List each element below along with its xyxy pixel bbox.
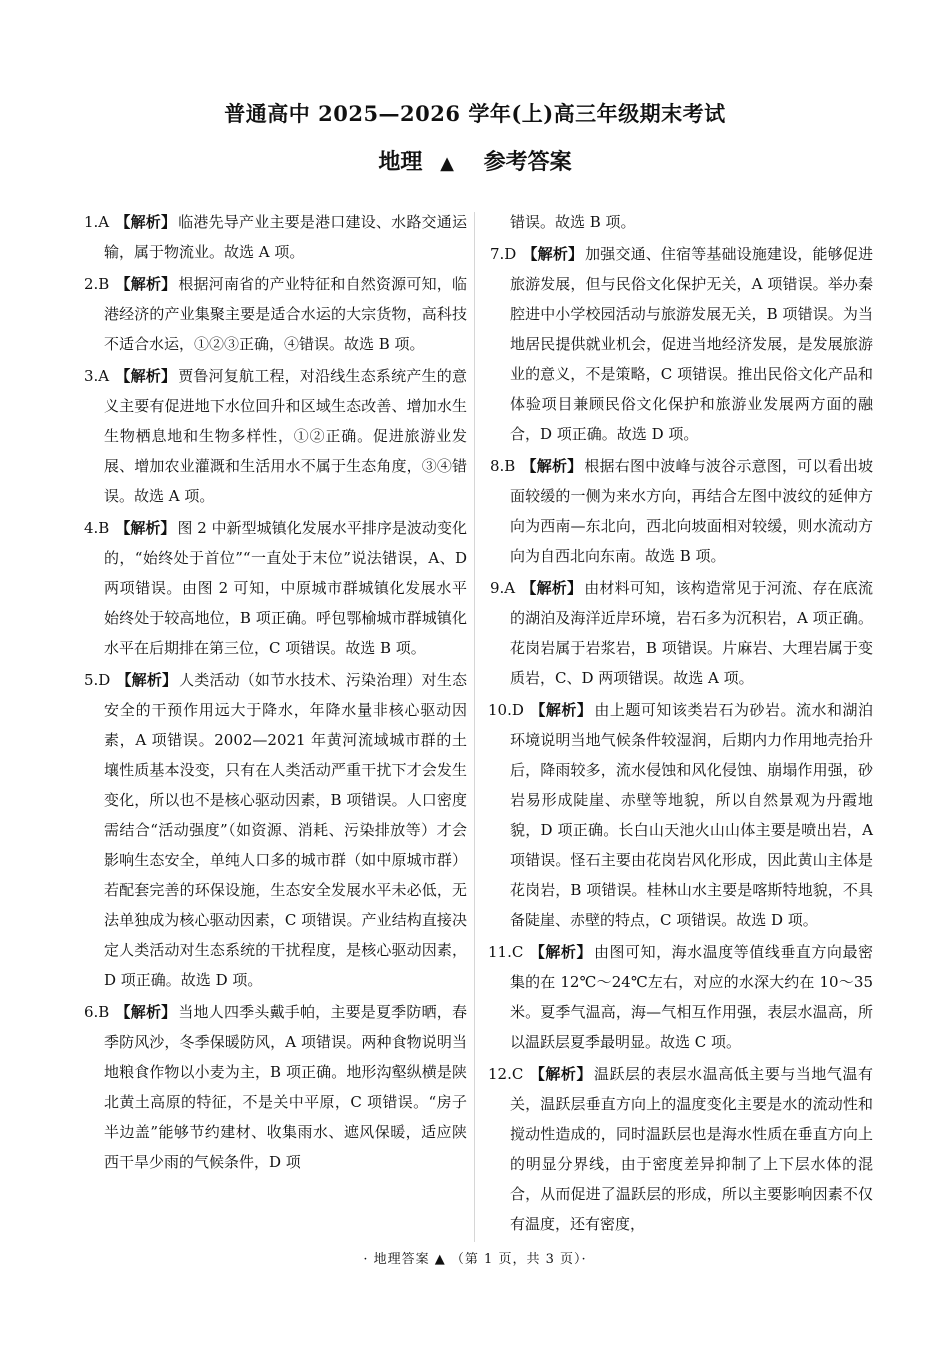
analysis-tag: 【解析】 <box>521 579 583 597</box>
answer-number: 10.D <box>488 701 524 719</box>
answer-number: 3.A <box>84 367 110 385</box>
answer-text: 临港先导产业主要是港口建设、水路交通运输，属于物流业。故选 A 项。 <box>104 213 467 261</box>
page-footer: · 地理答案 ▲ （第 1 页，共 3 页）· <box>363 1252 587 1267</box>
answer-number: 1.A <box>84 213 110 231</box>
answer-item-4 <box>84 513 467 663</box>
answer-item-10 <box>490 695 873 935</box>
answer-text: 当地人四季头戴手帕，主要是夏季防晒，春季防风沙，冬季保暖防风，A 项错误。两种食物说明当地粮食作物以小麦为主，B 项正确。地形沟壑纵横是陕北黄土高原的特征，不是关中平原，C 项错误。“房子半边盖”能够节约建材、收集雨水、遮风保暖，适应陕西干旱少雨的气候条件，D 项 <box>104 1003 467 1171</box>
answer-text: 由上题可知该类岩石为砂岩。流水和湖泊环境说明当地气候条件较湿润，后期内力作用地壳抬升后，降雨较多，流水侵蚀和风化侵蚀、崩塌作用强，砂岩易形成陡崖、赤壁等地貌，所以自然景观为丹霞地貌，D 项正确。长白山天池火山山体主要是喷出岩，A 项错误。怪石主要由花岗岩风化形成，因此黄山主体是花岗岩，B 项错误。桂林山水主要是喀斯特地貌，不具备陡崖、赤壁的特点，C 项错误。故选 D 项。 <box>510 701 873 929</box>
left-column <box>84 207 467 1179</box>
answer-6-continuation: 错误。故选 B 项。 <box>510 213 636 231</box>
answer-number: 12.C <box>488 1065 524 1083</box>
answer-number: 4.B <box>84 519 110 537</box>
exam-title: 普通高中 2025—2026 学年(上)高三年级期末考试 <box>224 101 726 126</box>
answer-item-2 <box>84 269 467 359</box>
answer-text: 图 2 中新型城镇化发展水平排序是波动变化的，“始终处于首位”“一直处于末位”说法错误，A、D 两项错误。由图 2 可知，中原城市群城镇化发展水平始终处于较高地位，B 项正确。呼包鄂榆城市群城镇化水平在后期排在第三位，C 项错误。故选 B 项。 <box>104 519 467 657</box>
answer-item-6 <box>84 997 467 1177</box>
analysis-tag: 【解析】 <box>529 701 593 719</box>
analysis-tag: 【解析】 <box>522 245 584 263</box>
analysis-tag: 【解析】 <box>116 671 178 689</box>
analysis-tag: 【解析】 <box>115 519 176 537</box>
analysis-tag: 【解析】 <box>529 943 592 961</box>
answer-number: 11.C <box>488 943 524 961</box>
answer-text: 由图可知，海水温度等值线垂直方向最密集的在 12℃～24℃左右，对应的水深大约在 10～35 米。夏季气温高，海—气相互作用强，表层水温高，所以温跃层夏季最明显。故选 C 项。 <box>510 943 873 1051</box>
answer-number: 9.A <box>490 579 516 597</box>
answer-item-12 <box>490 1059 873 1239</box>
answer-key-label: 参考答案 <box>483 149 572 175</box>
subject-label: 地理 <box>378 149 423 175</box>
answer-item-11 <box>490 937 873 1057</box>
analysis-tag: 【解析】 <box>115 1003 177 1021</box>
answer-text: 温跃层的表层水温高低主要与当地气温有关，温跃层垂直方向上的温度变化主要是水的流动性和搅动性造成的，同时温跃层也是海水性质在垂直方向上的明显分界线，由于密度差异抑制了上下层水体的混合，从而促进了温跃层的形成，所以主要影响因素不仅有温度，还有密度， <box>510 1065 873 1233</box>
right-column <box>490 207 873 1241</box>
analysis-tag: 【解析】 <box>115 367 177 385</box>
answer-text: 根据河南省的产业特征和自然资源可知，临港经济的产业集聚主要是适合水运的大宗货物，高科技不适合水运，①②③正确，④错误。故选 B 项。 <box>104 275 467 353</box>
answer-text: 人类活动（如节水技术、污染治理）对生态安全的干预作用远大于降水，年降水量非核心驱动因素，A 项错误。2002—2021 年黄河流域城市群的土壤性质基本没变，只有在人类活动严重干扰下才会发生变化，所以也不是核心驱动因素，B 项错误。人口密度需结合“活动强度”（如资源、消耗、污染排放等）才会影响生态安全，单纯人口多的城市群（如中原城市群）若配套完善的环保设施，生态安全发展水平未必低，无法单独成为核心驱动因素，C 项错误。产业结构直接决定人类活动对生态系统的干扰程度，是核心驱动因素，D 项正确。故选 D 项。 <box>104 671 467 989</box>
analysis-tag: 【解析】 <box>115 213 177 231</box>
answer-item-3 <box>84 361 467 511</box>
answer-text: 由材料可知，该构造常见于河流、存在底流的湖泊及海洋近岸环境，岩石多为沉积岩，A 项正确。花岗岩属于岩浆岩，B 项错误。片麻岩、大理岩属于变质岩，C、D 两项错误。故选 A 项。 <box>510 579 873 687</box>
analysis-tag: 【解析】 <box>521 457 583 475</box>
answer-text: 根据右图中波峰与波谷示意图，可以看出坡面较缓的一侧为来水方向，再结合左图中波纹的延伸方向为西南—东北向，西北向坡面相对较缓，则水流动方向为自西北向东南。故选 B 项。 <box>510 457 873 565</box>
analysis-tag: 【解析】 <box>529 1065 592 1083</box>
answer-number: 7.D <box>490 245 517 263</box>
page-subtitle <box>0 145 950 176</box>
answer-number: 5.D <box>84 671 111 689</box>
answer-text: 贾鲁河复航工程，对沿线生态系统产生的意义主要有促进地下水位回升和区域生态改善、增加水生生物栖息地和生物多样性，①②正确。促进旅游业发展、增加农业灌溉和生活用水不属于生态角度，③④错误。故选 A 项。 <box>104 367 467 505</box>
analysis-tag: 【解析】 <box>115 275 177 293</box>
answer-item-7 <box>490 239 873 449</box>
triangle-icon: ▲ <box>440 153 454 174</box>
answer-number: 2.B <box>84 275 110 293</box>
answer-item-8 <box>490 451 873 571</box>
answer-item-1 <box>84 207 467 267</box>
answer-item-9 <box>490 573 873 693</box>
column-divider <box>474 212 475 1242</box>
answer-text: 加强交通、住宿等基础设施建设，能够促进旅游发展，但与民俗文化保护无关，A 项错误。举办秦腔进中小学校园活动与旅游发展无关，B 项错误。为当地居民提供就业机会，促进当地经济发展，是发展旅游业的意义，不是策略，C 项错误。推出民俗文化产品和体验项目兼顾民俗文化保护和旅游业发展两方面的融合，D 项正确。故选 D 项。 <box>510 245 873 443</box>
answer-item-5 <box>84 665 467 995</box>
answer-number: 8.B <box>490 457 516 475</box>
answer-number: 6.B <box>84 1003 110 1021</box>
